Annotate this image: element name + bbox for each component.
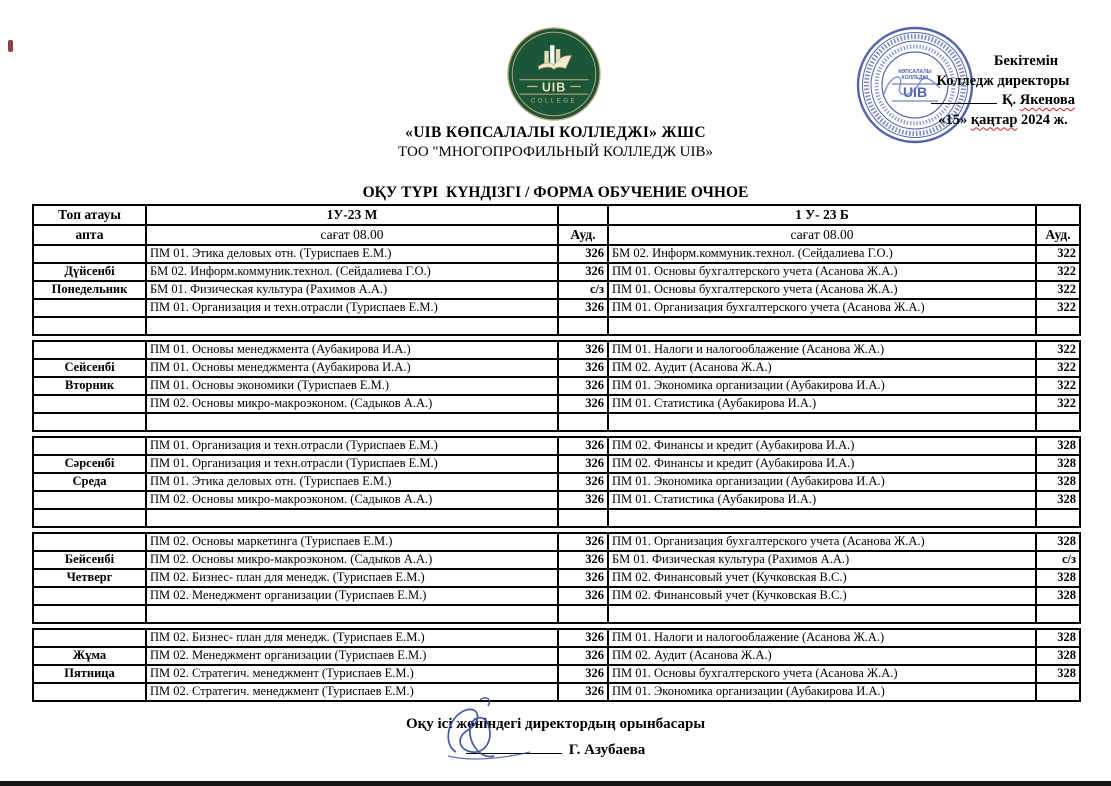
auditorium-cell-b (1036, 683, 1080, 701)
day-name-cell: Четверг (33, 569, 146, 587)
subject-cell-m: ПМ 01. Этика деловых отн. (Туриспаев Е.М.) (146, 245, 558, 263)
auditorium-cell-m: 326 (558, 587, 608, 605)
org-name-russian: ТОО "МНОГОПРОФИЛЬНЫЙ КОЛЛЕДЖ UIB» (398, 144, 713, 160)
day-name-cell: Жұма (33, 647, 146, 665)
auditorium-cell-m: 326 (558, 377, 608, 395)
empty-subject-cell (146, 413, 558, 431)
auditorium-cell-m: 326 (558, 455, 608, 473)
subject-cell-b: ПМ 01. Основы бухгалтерского учета (Асанова Ж.А.) (608, 263, 1036, 281)
subject-cell-b: ПМ 01. Налоги и налогооблажение (Асанова Ж.А.) (608, 341, 1036, 359)
auditorium-cell-m: 326 (558, 683, 608, 701)
empty-day-cell (33, 509, 146, 527)
subject-cell-b: ПМ 01. Основы бухгалтерского учета (Асанова Ж.А.) (608, 665, 1036, 683)
empty-aud-cell (1036, 509, 1080, 527)
auditorium-cell-b: с/з (1036, 551, 1080, 569)
day-name-cell (33, 437, 146, 455)
auditorium-cell-b: 328 (1036, 533, 1080, 551)
approval-block (893, 52, 1111, 130)
subject-cell-m: БМ 02. Информ.коммуник.технол. (Сейдалиева Г.О.) (146, 263, 558, 281)
college-logo-icon (506, 26, 602, 122)
auditorium-cell-b: 322 (1036, 341, 1080, 359)
auditorium-cell-m: 326 (558, 551, 608, 569)
auditorium-cell-b: 322 (1036, 263, 1080, 281)
schedule-block-пятница (32, 628, 1081, 702)
auditorium-cell-m: 326 (558, 665, 608, 683)
day-name-cell: Дүйсенбі (33, 263, 146, 281)
subject-cell-m: ПМ 02. Основы микро-макроэконом. (Садыков А.А.) (146, 551, 558, 569)
subject-cell-m: ПМ 02. Стратегич. менеджмент (Туриспаев Е.М.) (146, 683, 558, 701)
header-aud: Ауд. (558, 225, 608, 245)
approval-date-num: «15» (938, 111, 968, 128)
subject-cell-m: ПМ 01. Организация и техн.отрасли (Туриспаев Е.М.) (146, 299, 558, 317)
subject-cell-m: ПМ 01. Этика деловых отн. (Туриспаев Е.М.) (146, 473, 558, 491)
subject-cell-b: ПМ 02. Финансовый учет (Кучковская В.С.) (608, 569, 1036, 587)
auditorium-cell-m: 326 (558, 533, 608, 551)
auditorium-cell-b: 328 (1036, 491, 1080, 509)
auditorium-cell-m: с/з (558, 281, 608, 299)
stamp-uib-text: UIB (902, 84, 928, 100)
spacer-row (33, 413, 1080, 431)
header-aud: Ауд. (1036, 225, 1080, 245)
subject-cell-m: ПМ 02. Менеджмент организации (Туриспаев Е.М.) (146, 587, 558, 605)
approval-approve-label: Бекітемін (993, 53, 1059, 69)
auditorium-cell-b: 322 (1036, 299, 1080, 317)
day-name-cell: Пятница (33, 665, 146, 683)
header-time: сағат 08.00 (608, 225, 1036, 245)
day-name-cell: Бейсенбі (33, 551, 146, 569)
deputy-role-title: Оқу ісі жөніндегі директордың орынбасары (405, 716, 706, 732)
empty-subject-cell (608, 413, 1036, 431)
table-header-row-1 (33, 205, 1080, 225)
lesson-row (33, 455, 1080, 473)
day-name-cell (33, 533, 146, 551)
auditorium-cell-m: 326 (558, 647, 608, 665)
day-name-cell: Сәрсенбі (33, 455, 146, 473)
subject-cell-b: ПМ 02. Финансы и кредит (Аубакирова И.А.) (608, 437, 1036, 455)
subject-cell-m: ПМ 02. Менеджмент организации (Туриспаев Е.М.) (146, 647, 558, 665)
subject-cell-b: ПМ 01. Статистика (Аубакирова И.А.) (608, 395, 1036, 413)
empty-subject-cell (608, 317, 1036, 335)
subject-cell-b: ПМ 02. Финансовый учет (Кучковская В.С.) (608, 587, 1036, 605)
empty-day-cell (33, 605, 146, 623)
lesson-row (33, 395, 1080, 413)
lesson-row (33, 629, 1080, 647)
auditorium-cell-m: 326 (558, 569, 608, 587)
auditorium-cell-m: 326 (558, 437, 608, 455)
empty-subject-cell (146, 509, 558, 527)
subject-cell-m: БМ 01. Физическая культура (Рахимов А.А.) (146, 281, 558, 299)
day-name-cell (33, 491, 146, 509)
auditorium-cell-b: 322 (1036, 281, 1080, 299)
subject-cell-m: ПМ 01. Основы менеджмента (Аубакирова И.А.) (146, 341, 558, 359)
auditorium-cell-m: 326 (558, 263, 608, 281)
approval-director-label: Колледж директоры (936, 72, 1070, 89)
ink-artifact (8, 40, 13, 52)
auditorium-cell-m: 326 (558, 629, 608, 647)
lesson-row (33, 491, 1080, 509)
lesson-row (33, 665, 1080, 683)
auditorium-cell-m: 326 (558, 395, 608, 413)
header-time: сағат 08.00 (146, 225, 558, 245)
subject-cell-b: ПМ 01. Статистика (Аубакирова И.А.) (608, 491, 1036, 509)
lesson-row (33, 647, 1080, 665)
subject-cell-m: ПМ 02. Основы микро-макроэконом. (Садыков А.А.) (146, 491, 558, 509)
lesson-row (33, 299, 1080, 317)
empty-aud-cell (558, 509, 608, 527)
auditorium-cell-m: 326 (558, 473, 608, 491)
header-group-1u23b: 1 У- 23 Б (608, 205, 1036, 225)
auditorium-cell-m: 326 (558, 299, 608, 317)
auditorium-cell-b: 328 (1036, 455, 1080, 473)
day-name-cell: Сейсенбі (33, 359, 146, 377)
empty-aud-cell (1036, 413, 1080, 431)
director-name: Якенова (1019, 92, 1075, 109)
lesson-row (33, 587, 1080, 605)
lesson-row (33, 533, 1080, 551)
empty-aud-cell (558, 317, 608, 335)
lesson-row (33, 359, 1080, 377)
empty-subject-cell (146, 317, 558, 335)
day-name-cell: Среда (33, 473, 146, 491)
subject-cell-b: ПМ 02. Финансы и кредит (Аубакирова И.А.) (608, 455, 1036, 473)
table-header-row-2 (33, 225, 1080, 245)
approval-signature-row (893, 91, 1111, 111)
auditorium-cell-b: 322 (1036, 359, 1080, 377)
auditorium-cell-m: 326 (558, 245, 608, 263)
subject-cell-m: ПМ 02. Основы маркетинга (Туриспаев Е.М.) (146, 533, 558, 551)
document-title: ОҚУ ТҮРІ КҮНДІЗГІ / ФОРМА ОБУЧЕНИЕ ОЧНОЕ (362, 184, 749, 201)
header-empty (1036, 205, 1080, 225)
org-name-kazakh: «UIB КӨПСАЛАЛЫ КОЛЛЕДЖІ» ЖШС (405, 124, 706, 141)
schedule-block-понедельник (32, 204, 1081, 336)
schedule-block-четверг (32, 532, 1081, 624)
auditorium-cell-b: 328 (1036, 473, 1080, 491)
day-name-cell: Вторник (33, 377, 146, 395)
subject-cell-b: БМ 02. Информ.коммуник.технол. (Сейдалиева Г.О.) (608, 245, 1036, 263)
auditorium-cell-b: 328 (1036, 437, 1080, 455)
signature-underline (931, 91, 997, 104)
spacer-row (33, 509, 1080, 527)
schedule-block-среда (32, 436, 1081, 528)
empty-aud-cell (558, 413, 608, 431)
empty-subject-cell (146, 605, 558, 623)
lesson-row (33, 245, 1080, 263)
day-name-cell (33, 245, 146, 263)
spacer-row (33, 317, 1080, 335)
lesson-row (33, 569, 1080, 587)
handwritten-signature (428, 694, 560, 768)
auditorium-cell-b: 328 (1036, 629, 1080, 647)
auditorium-cell-b: 328 (1036, 569, 1080, 587)
day-name-cell (33, 587, 146, 605)
stamp-small-text-2: КОЛЛЕДЖІ (901, 75, 929, 81)
auditorium-cell-m: 326 (558, 341, 608, 359)
subject-cell-m: ПМ 02. Бизнес- план для менедж. (Туриспаев Е.М.) (146, 569, 558, 587)
lesson-row (33, 377, 1080, 395)
auditorium-cell-b: 322 (1036, 377, 1080, 395)
header-group-name: Топ атауы (33, 205, 146, 225)
schedule-block-вторник (32, 340, 1081, 432)
empty-subject-cell (608, 509, 1036, 527)
subject-cell-b: ПМ 01. Организация бухгалтерского учета (Асанова Ж.А.) (608, 533, 1036, 551)
day-name-cell (33, 299, 146, 317)
stamp-small-text-1: КӨПСАЛАЛЫ (898, 69, 932, 75)
empty-subject-cell (608, 605, 1036, 623)
empty-aud-cell (1036, 317, 1080, 335)
spacer-row (33, 605, 1080, 623)
header-empty (558, 205, 608, 225)
auditorium-cell-b: 328 (1036, 647, 1080, 665)
header-group-1u23m: 1У-23 М (146, 205, 558, 225)
day-name-cell (33, 341, 146, 359)
header-week-label: апта (33, 225, 146, 245)
subject-cell-b: ПМ 01. Налоги и налогооблажение (Асанова Ж.А.) (608, 629, 1036, 647)
subject-cell-m: ПМ 01. Основы экономики (Туриспаев Е.М.) (146, 377, 558, 395)
subject-cell-b: ПМ 02. Аудит (Асанова Ж.А.) (608, 647, 1036, 665)
approval-date-month: қаңтар (970, 111, 1018, 128)
subject-cell-b: ПМ 01. Основы бухгалтерского учета (Асанова Ж.А.) (608, 281, 1036, 299)
auditorium-cell-m: 326 (558, 491, 608, 509)
lesson-row (33, 263, 1080, 281)
subject-cell-b: ПМ 01. Экономика организации (Аубакирова И.А.) (608, 683, 1036, 701)
auditorium-cell-b: 328 (1036, 665, 1080, 683)
subject-cell-m: ПМ 02. Основы микро-макроэконом. (Садыков А.А.) (146, 395, 558, 413)
subject-cell-b: ПМ 01. Экономика организации (Аубакирова И.А.) (608, 377, 1036, 395)
subject-cell-b: ПМ 01. Организация бухгалтерского учета (Асанова Ж.А.) (608, 299, 1036, 317)
lesson-row (33, 473, 1080, 491)
subject-cell-m: ПМ 01. Организация и техн.отрасли (Туриспаев Е.М.) (146, 437, 558, 455)
day-name-cell (33, 395, 146, 413)
auditorium-cell-b: 322 (1036, 245, 1080, 263)
empty-day-cell (33, 413, 146, 431)
empty-aud-cell (558, 605, 608, 623)
auditorium-cell-b: 322 (1036, 395, 1080, 413)
empty-day-cell (33, 317, 146, 335)
auditorium-cell-m: 326 (558, 359, 608, 377)
lesson-row (33, 281, 1080, 299)
subject-cell-m: ПМ 01. Основы менеджмента (Аубакирова И.А.) (146, 359, 558, 377)
empty-aud-cell (1036, 605, 1080, 623)
subject-cell-b: ПМ 02. Аудит (Асанова Ж.А.) (608, 359, 1036, 377)
lesson-row (33, 341, 1080, 359)
auditorium-cell-b: 328 (1036, 587, 1080, 605)
day-name-cell (33, 683, 146, 701)
deputy-name: Г. Азубаева (568, 742, 646, 758)
subject-cell-b: БМ 01. Физическая культура (Рахимов А.А.) (608, 551, 1036, 569)
subject-cell-b: ПМ 01. Экономика организации (Аубакирова И.А.) (608, 473, 1036, 491)
page-bottom-edge (0, 781, 1111, 786)
logo-uib-text: UIB (541, 80, 567, 95)
approval-date-year: 2024 ж. (1021, 111, 1068, 128)
lesson-row (33, 551, 1080, 569)
director-initial: Қ. (1002, 92, 1017, 109)
logo-college-text: COLLEGE (531, 98, 577, 105)
subject-cell-m: ПМ 01. Организация и техн.отрасли (Туриспаев Е.М.) (146, 455, 558, 473)
subject-cell-m: ПМ 02. Стратегич. менеджмент (Туриспаев Е.М.) (146, 665, 558, 683)
schedule-table (32, 204, 1079, 706)
subject-cell-m: ПМ 02. Бизнес- план для менедж. (Туриспаев Е.М.) (146, 629, 558, 647)
lesson-row (33, 437, 1080, 455)
day-name-cell (33, 629, 146, 647)
day-name-cell: Понедельник (33, 281, 146, 299)
